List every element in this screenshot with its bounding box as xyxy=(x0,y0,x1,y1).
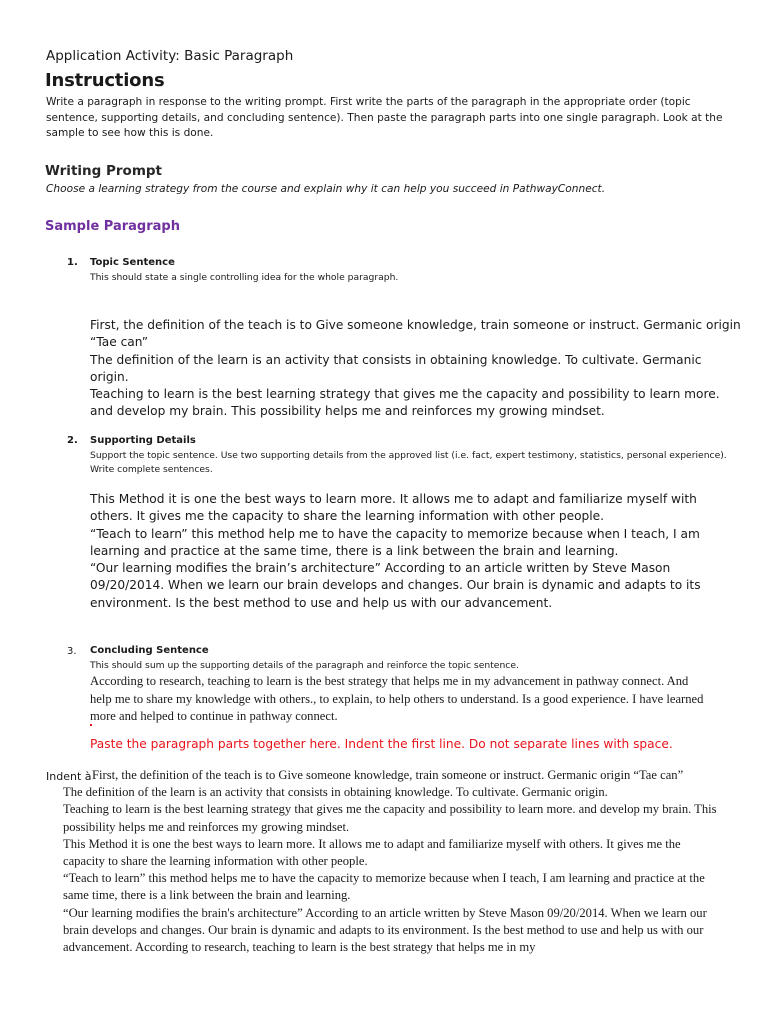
paragraph-line: The definition of the learn is an activity that consists in obtaining knowledge. To cultivate. Germanic origin. xyxy=(63,785,608,800)
red-marker xyxy=(90,724,92,726)
paragraph-line: First, the definition of the teach is to Give someone knowledge, train someone or instruct. Germanic origin “Tae can” xyxy=(90,318,741,350)
section-title-concluding-sentence: Concluding Sentence xyxy=(90,645,209,656)
concluding-sentence-text xyxy=(90,673,710,726)
paragraph-line: “Our learning modifies the brain’s architecture” According to an article written by Steve Mason 09/20/2014. When we learn our brain develops and changes. Our brain is dynamic and adapts to its environment. Is the best method to use and help us with our advancement. xyxy=(90,561,701,610)
paragraph-line: First, the definition of the teach is to Give someone knowledge, train someone or instruct. Germanic origin “Tae can” xyxy=(92,768,684,782)
section-number: 2. xyxy=(67,435,78,446)
paragraph-line: “Teach to learn” this method helps me to have the capacity to memorize because when I teach, I am learning and practice at the same time, there is a link between the brain and learning. xyxy=(63,871,705,903)
final-paragraph xyxy=(63,767,723,956)
section-description: Support the topic sentence. Use two supporting details from the approved list (i.e. fact, expert testimony, statistics, personal experience). Write complete sentences. xyxy=(90,450,727,475)
paragraph-line: Teaching to learn is the best learning strategy that gives me the capacity and possibility to learn more. and develop my brain. This possibility helps me and reinforces my growing mindset. xyxy=(90,387,720,419)
paragraph-line: Teaching to learn is the best learning strategy that gives me the capacity and possibility to learn more. and develop my brain. This possibility helps me and reinforces my growing mindset. xyxy=(63,802,717,834)
section-number: 1. xyxy=(67,257,78,268)
instructions-text: Write a paragraph in response to the writing prompt. First write the parts of the paragraph in the appropriate order (topic sentence, supporting details, and concluding sentence). Then paste the paragraph parts into one single paragraph. Look at the sample to see how this is done. xyxy=(46,96,723,139)
paragraph-line: “Our learning modifies the brain's architecture” According to an article written by Steve Mason 09/20/2014. When we learn our brain develops and changes. Our brain is dynamic and adapts to its environment. Is the best method to use and help us with our advancement. According to research, teaching to learn is the best strategy that helps me in my xyxy=(63,905,707,955)
writing-prompt-heading: Writing Prompt xyxy=(45,163,163,179)
paragraph-line: According to research, teaching to learn is the best strategy that helps me in my advancement in pathway connect. And help me to share my knowledge with others., to explain, to help others to understand. Is a good experience. I have learned more and helped to continue in pathway connect. xyxy=(90,674,704,723)
section-description: This should state a single controlling idea for the whole paragraph. xyxy=(90,272,399,283)
supporting-details-text xyxy=(90,491,730,612)
paragraph-line: This Method it is one the best ways to learn more. It allows me to adapt and familiarize myself with others. It gives me the capacity to share the learning information with other people. xyxy=(90,492,697,524)
writing-prompt-text: Choose a learning strategy from the course and explain why it can help you succeed in PathwayConnect. xyxy=(46,183,606,195)
paragraph-line: The definition of the learn is an activity that consists in obtaining knowledge. To cultivate. Germanic origin. xyxy=(90,352,702,384)
paragraph-line: “Teach to learn” this method help me to have the capacity to memorize because when I teach, I am learning and practice at the same time, there is a link between the brain and learning. xyxy=(90,526,700,558)
instructions-heading: Instructions xyxy=(45,70,165,91)
indent-label: Indent à xyxy=(46,770,92,783)
topic-sentence-text xyxy=(90,317,742,421)
sample-paragraph-heading: Sample Paragraph xyxy=(45,219,180,234)
section-title-topic-sentence: Topic Sentence xyxy=(90,257,175,268)
document-title: Application Activity: Basic Paragraph xyxy=(46,48,294,64)
section-title-supporting-details: Supporting Details xyxy=(90,435,196,446)
section-number: 3. xyxy=(67,646,77,657)
section-description: This should sum up the supporting details of the paragraph and reinforce the topic sentence. xyxy=(90,660,519,671)
paragraph-line: This Method it is one the best ways to learn more. It allows me to adapt and familiarize myself with others. It gives me the capacity to share the learning information with other people. xyxy=(63,836,681,869)
paste-instruction: Paste the paragraph parts together here. Indent the first line. Do not separate lines with space. xyxy=(90,737,673,751)
